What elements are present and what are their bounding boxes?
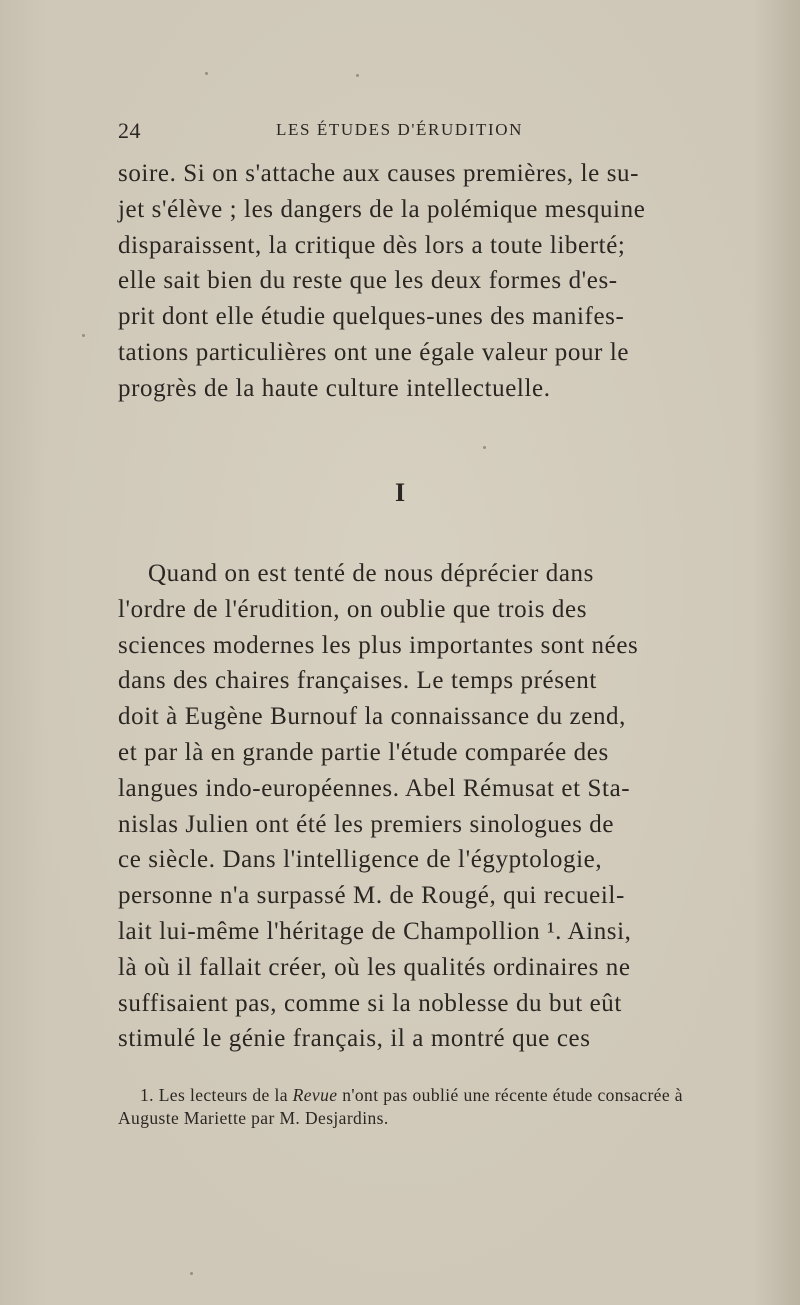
text-line: elle sait bien du reste que les deux formes d'es-	[118, 267, 618, 295]
text-line: disparaissent, la critique dès lors a toute liberté;	[118, 231, 626, 259]
paragraph-1	[118, 156, 700, 407]
footnote-text-before: Les lecteurs de la	[158, 1085, 288, 1105]
text-line: lait lui-même l'héritage de Champollion ¹. Ainsi,	[118, 917, 632, 945]
text-line: là où il fallait créer, où les qualités ordinaires ne	[118, 953, 631, 981]
paper-speck	[190, 1272, 193, 1275]
footnote-text-after: n'ont pas oublié une récente étude consacrée à Auguste Mariette par M. Desjardins.	[118, 1085, 683, 1128]
text-line: tations particulières ont une égale valeur pour le	[118, 338, 630, 366]
paragraph-2	[118, 556, 700, 1057]
running-title: LES ÉTUDES D'ÉRUDITION	[276, 120, 523, 139]
text-line: nislas Julien ont été les premiers sinologues de	[118, 810, 615, 838]
text-line: stimulé le génie français, il a montré que ces	[118, 1025, 591, 1053]
footnote-journal-title: Revue	[292, 1085, 338, 1105]
text-line: jet s'élève ; les dangers de la polémique mesquine	[118, 195, 646, 223]
text-line: soire. Si on s'attache aux causes premières, le su-	[118, 160, 640, 187]
text-line: personne n'a surpassé M. de Rougé, qui recueil-	[118, 882, 625, 910]
section-heading: I	[394, 478, 406, 507]
paper-speck	[205, 72, 208, 75]
footnote	[118, 1084, 700, 1130]
paper-speck	[356, 74, 359, 77]
text-line: doit à Eugène Burnouf la connaissance du zend,	[118, 703, 626, 731]
text-line: suffisaient pas, comme si la noblesse du but eût	[118, 989, 622, 1017]
text-line: progrès de la haute culture intellectuelle.	[118, 374, 551, 402]
paper-speck	[483, 446, 486, 449]
footnote-marker: 1.	[140, 1085, 154, 1105]
page-number: 24	[118, 118, 141, 143]
text-line: sciences modernes les plus importantes sont nées	[118, 631, 639, 659]
text-line: l'ordre de l'érudition, on oublie que trois des	[118, 595, 588, 623]
text-line: dans des chaires françaises. Le temps présent	[118, 667, 597, 695]
page-header	[118, 118, 698, 148]
text-line: langues indo-européennes. Abel Rémusat et Sta-	[118, 774, 631, 802]
text-line: prit dont elle étudie quelques-unes des manifes-	[118, 303, 625, 331]
text-line: ce siècle. Dans l'intelligence de l'égyptologie,	[118, 846, 603, 874]
paper-speck	[82, 334, 85, 337]
text-line: et par là en grande partie l'étude comparée des	[118, 738, 609, 766]
text-line: Quand on est tenté de nous déprécier dans	[148, 560, 594, 587]
